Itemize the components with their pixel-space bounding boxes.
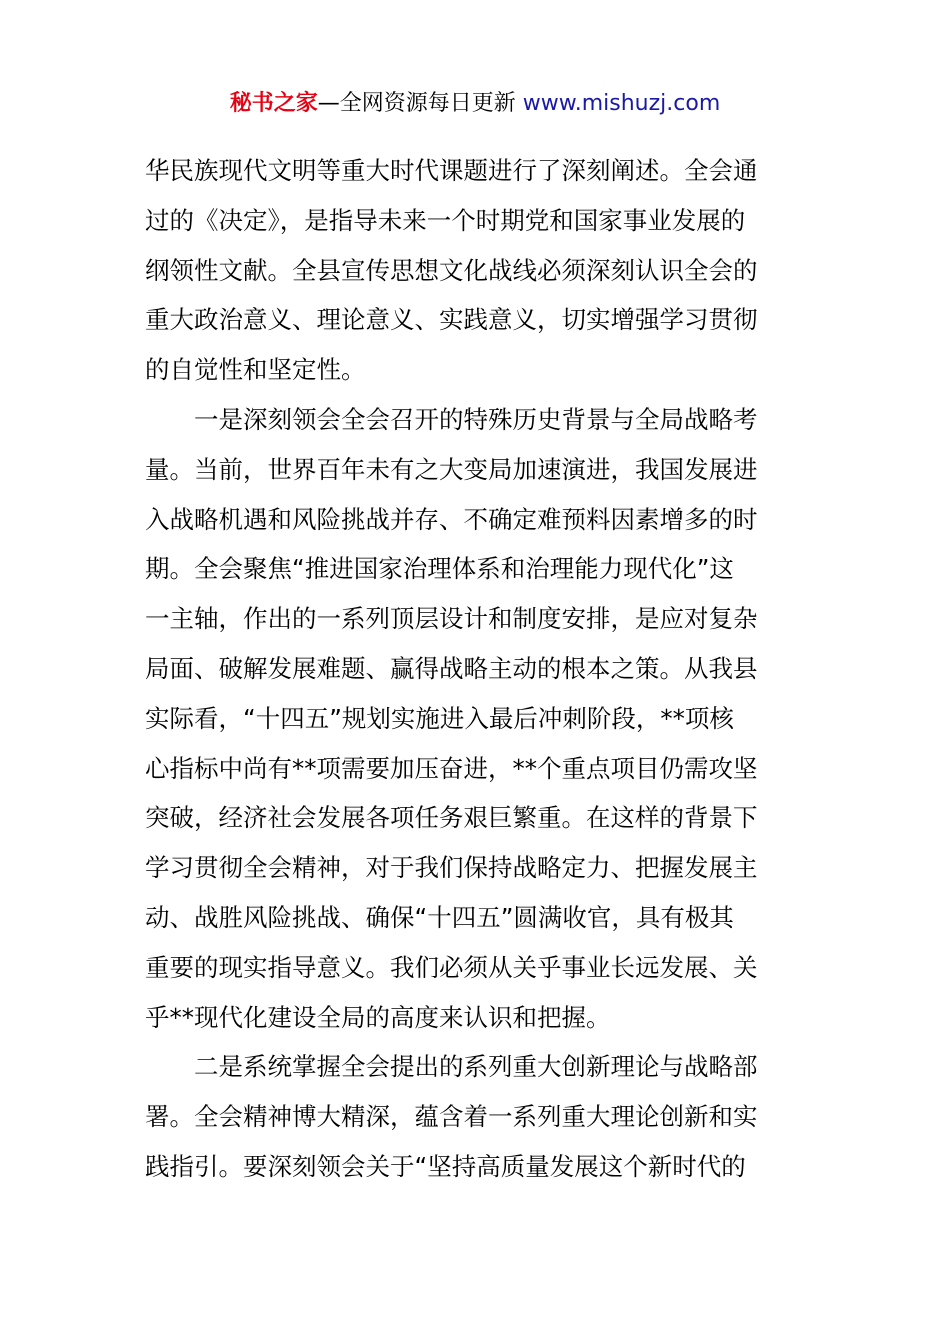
text-line: 局面、破解发展难题、赢得战略主动的根本之策。从我县 (145, 653, 758, 683)
text-line: 乎**现代化建设全局的高度来认识和把握。 (145, 1002, 611, 1032)
text-line: 华民族现代文明等重大时代课题进行了深刻阐述。全会通 (145, 156, 758, 185)
text-line: 署。全会精神博大精深，蕴含着一系列重大理论创新和实 (145, 1102, 758, 1132)
text-line: 过的《决定》，是指导未来一个时期党和国家事业发展的 (145, 205, 746, 235)
text-line: 重大政治意义、理论意义、实践意义，切实增强学习贯彻 (145, 305, 758, 335)
text-line: 期。全会聚焦“推进国家治理体系和治理能力现代化”这 (145, 554, 734, 584)
text-line: 心指标中尚有**项需要加压奋进，**个重点项目仍需攻坚 (145, 753, 758, 783)
text-line: 一是深刻领会全会召开的特殊历史背景与全局战略考 (194, 404, 758, 434)
document-body (145, 146, 809, 1192)
text-line: 一主轴，作出的一系列顶层设计和制度安排，是应对复杂 (145, 604, 758, 634)
brand-name: 秘书之家 (229, 91, 318, 116)
text-line: 实际看，“十四五”规划实施进入最后冲刺阶段，**项核 (145, 703, 734, 733)
text-line: 量。当前，世界百年未有之大变局加速演进，我国发展进 (145, 454, 758, 484)
text-line: 纲领性文献。全县宣传思想文化战线必须深刻认识全会的 (145, 255, 758, 285)
header-url[interactable]: www.mishuzj.com (522, 91, 721, 116)
text-line: 重要的现实指导意义。我们必须从关乎事业长远发展、关 (145, 952, 758, 982)
text-line: 动、战胜风险挑战、确保“十四五”圆满收官，具有极其 (145, 902, 734, 932)
text-line: 践指引。要深刻领会关于“坚持高质量发展这个新时代的 (145, 1151, 746, 1181)
text-line: 入战略机遇和风险挑战并存、不确定难预料因素增多的时 (145, 504, 758, 534)
text-line: 二是系统掌握全会提出的系列重大创新理论与战略部 (194, 1052, 758, 1082)
header-tagline: —全网资源每日更新 (317, 91, 523, 116)
page-header (0, 88, 950, 120)
text-line: 突破，经济社会发展各项任务艰巨繁重。在这样的背景下 (145, 803, 758, 833)
text-line: 学习贯彻全会精神，对于我们保持战略定力、把握发展主 (145, 853, 758, 883)
text-line: 的自觉性和坚定性。 (145, 355, 366, 385)
